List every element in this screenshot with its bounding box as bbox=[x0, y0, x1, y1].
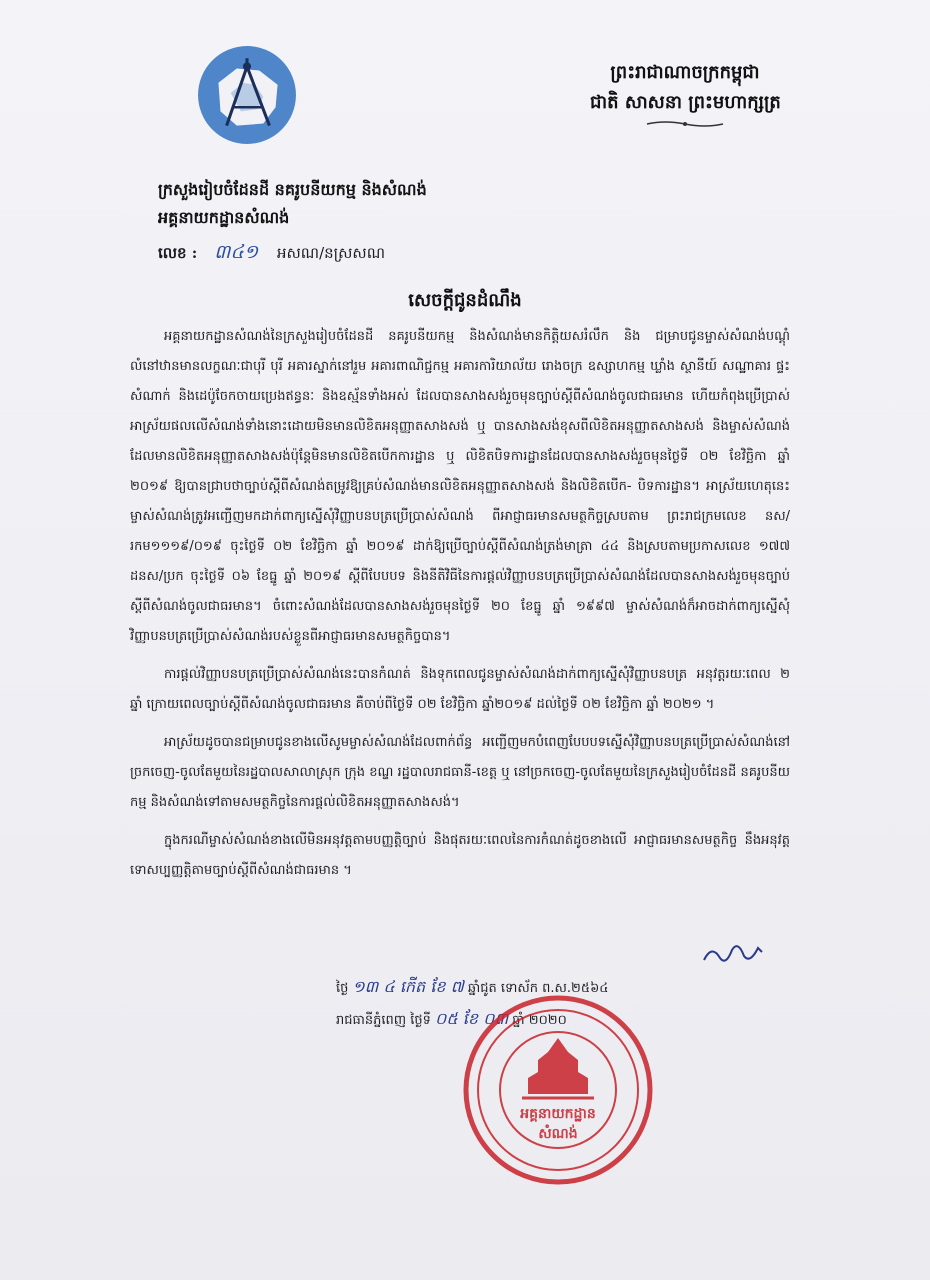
document-title: សេចក្ដីជូនដំណឹង bbox=[408, 290, 522, 311]
ministry-name: ក្រសួងរៀបចំដែនដី នគរូបនីយកម្ម និងសំណង់ bbox=[158, 180, 427, 199]
solar-date-handwritten: ០៥ ខែ ០៣ bbox=[435, 1009, 509, 1028]
paragraph: ក្នុងករណីម្ចាស់សំណង់ខាងលើមិនអនុវត្តតាមបញ្ញត្តិច្បាប់ និងផុតរយៈពេលនៃការកំណត់ដូចខាងលើ អាជ្ញាធរមានសមត្ថកិច្ច នឹងអនុវត្តទោសប្បញ្ញត្តិតាមច្បាប់ស្ដីពីសំណង់ជាធរមាន ។ bbox=[130, 833, 790, 878]
paragraph: អគ្គនាយកដ្ឋានសំណង់នៃក្រសួងរៀបចំដែនដី នគរូបនីយកម្ម និងសំណង់មានកិត្តិយសរំលឹក និង ជម្រាបជូនម្ចាស់សំណង់បណ្ដុំលំនៅឋានមានលក្ខណៈជាបុរី បុរី អគារស្នាក់នៅរួម អគារពាណិជ្ជកម្ម អគារការិយាល័យ រោងចក្រ ឧស្សាហកម្ម ឃ្លាំង ស្ថានីយ៍ សណ្ឋាគារ ផ្ទះសំណាក់ និងដេប៉ូចែកចាយប្រេងឥន្ធនៈ និងឧស្ម័នទាំងអស់ ដែលបានសាងសង់រួចមុនច្បាប់ស្ដីពីសំណង់ចូលជាធរមាន ហើយកំពុងប្រើប្រាស់អាស្រ័យផលលើសំណង់ទាំងនោះដោយមិនមានលិខិតអនុញ្ញាតសាងសង់ ឬ បានសាងសង់ខុសពីលិខិតអនុញ្ញាតសាងសង់ និងម្ចាស់សំណង់ដែលមានលិខិតអនុញ្ញាតសាងសង់ប៉ុន្តែមិនមានលិខិតបើកការដ្ឋាន ឬ លិខិតបិទការដ្ឋានដែលបានសាងសង់រួចមុនថ្ងៃទី ០២ ខែវិច្ឆិកា ឆ្នាំ ២០១៩ ឱ្យបានជ្រាបថាច្បាប់ស្ដីពីសំណង់តម្រូវឱ្យគ្រប់សំណង់មានលិខិតអនុញ្ញាតសាងសង់ និងលិខិតបើក- បិទការដ្ឋាន។ អាស្រ័យហេតុនេះម្ចាស់សំណង់ត្រូវអញ្ជើញមកដាក់ពាក្យស្នើសុំវិញ្ញាបនបត្រប្រើប្រាស់សំណង់ ពីអាជ្ញាធរមានសមត្ថកិច្ចស្របតាម ព្រះរាជក្រមលេខ នស/រកម១១១៩/០១៩ ចុះថ្ងៃទី ០២ ខែវិច្ឆិកា ឆ្នាំ ២០១៩ ដាក់ឱ្យប្រើច្បាប់ស្ដីពីសំណង់ត្រង់មាត្រា ៤៤ និងស្របតាមប្រកាសលេខ ១៧៧ ដនស/ប្រក ចុះថ្ងៃទី ០៦ ខែធ្នូ ឆ្នាំ ២០១៩ ស្ដីពីបែបបទ និងនីតិវិធីនៃការផ្ដល់វិញ្ញាបនបត្រប្រើប្រាស់សំណង់ដែលបានសាងសង់រួចមុនច្បាប់ស្ដីពីសំណង់ចូលជាធរមាន។ ចំពោះសំណង់ដែលបានសាងសង់រួចមុនថ្ងៃទី ២០ ខែធ្នូ ឆ្នាំ ១៩៩៧ ម្ចាស់សំណង់ក៏អាចដាក់ពាក្យស្នើសុំវិញ្ញាបនបត្រប្រើប្រាស់សំណង់របស់ខ្លួនពីអាជ្ញាធរមានសមត្ថកិច្ចបាន។ bbox=[130, 329, 790, 644]
motto-line: ជាតិ សាសនា ព្រះមហាក្សត្រ bbox=[590, 92, 781, 113]
lunar-date: ថ្ងៃ ១៣ ៤ កើត ខែ ៧ ឆ្នាំជូត ទោស័ក ព.ស.២៥៦៤ bbox=[336, 977, 609, 996]
letter-number: ៣៤១ bbox=[214, 241, 259, 263]
signature-icon bbox=[700, 940, 766, 968]
letter-suffix: អសណ/នស្រសណ bbox=[276, 244, 386, 262]
letter-label: លេខ : bbox=[158, 244, 198, 262]
kingdom-header bbox=[590, 58, 780, 128]
solar-date: រាជធានីភ្នំពេញ ថ្ងៃទី ០៥ ខែ ០៣ ឆ្នាំ ២០២០ bbox=[336, 1009, 567, 1028]
lunar-date-handwritten: ១៣ ៤ កើត ខែ ៧ bbox=[352, 977, 464, 996]
document-body bbox=[130, 322, 790, 894]
paragraph: អាស្រ័យដូចបានជម្រាបជូនខាងលើសូមម្ចាស់សំណង់ដែលពាក់ព័ន្ធ អញ្ជើញមកបំពេញបែបបទស្នើសុំវិញ្ញាបនបត្រប្រើប្រាស់សំណង់នៅច្រកចេញ-ចូលតែមួយនៃរដ្ឋបាលសាលាស្រុក ក្រុង ខណ្ឌ រដ្ឋបាលរាជធានី-ខេត្ត ឬ នៅច្រកចេញ-ចូលតែមួយនៃក្រសួងរៀបចំដែនដី នគរូបនីយកម្ម និងសំណង់ទៅតាមសមត្ថកិច្ចនៃការផ្ដល់លិខិតអនុញ្ញាតសាងសង់។ bbox=[130, 735, 790, 810]
letter-number-row bbox=[158, 240, 385, 268]
ministry-header bbox=[158, 176, 578, 232]
kingdom-line: ព្រះរាជាណាចក្រកម្ពុជា bbox=[610, 62, 760, 83]
paragraph: ការផ្ដល់វិញ្ញាបនបត្រប្រើប្រាស់សំណង់នេះបានកំណត់ និងទុកពេលជូនម្ចាស់សំណង់ដាក់ពាក្យស្នើសុំវិញ្ញាបនបត្រ អនុវត្តរយៈពេល ២ ឆ្នាំ ក្រោយពេលច្បាប់ស្ដីពីសំណង់ចូលជាធរមាន គឺចាប់ពីថ្ងៃទី ០២ ខែវិច្ឆិកា ឆ្នាំ២០១៩ ដល់ថ្ងៃទី ០២ ខែវិច្ឆិកា ឆ្នាំ ២០២១ ។ bbox=[130, 667, 790, 712]
official-seal-icon bbox=[458, 990, 658, 1190]
ornament-icon bbox=[645, 120, 725, 128]
department-name: អគ្គនាយកដ្ឋានសំណង់ bbox=[158, 208, 290, 227]
seal-label-line1: អគ្គនាយកដ្ឋាន bbox=[520, 1106, 596, 1122]
ministry-logo-icon bbox=[196, 44, 298, 146]
seal-label-line2: សំណង់ bbox=[538, 1126, 578, 1142]
